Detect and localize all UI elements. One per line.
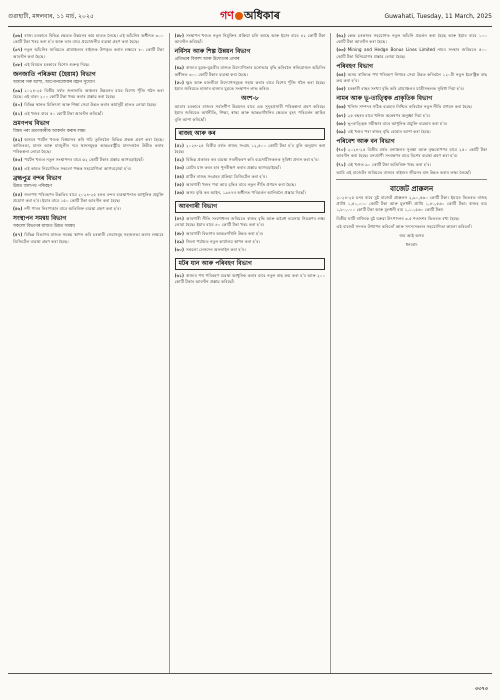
paragraph-number: (৩৯) xyxy=(13,88,23,94)
paragraph-text: ২৫ বছৰৰ বাবে খনিজ অন্বেষণৰ অনুজ্ঞা দিয়া হ’ব। xyxy=(347,112,431,118)
paragraph-number: (৫৬) xyxy=(174,190,184,196)
paragraph-text: আবগাৰী খণ্ডৰ পৰা আয় বৃদ্ধিৰ বাবে নতুন নীতি প্ৰণয়ন কৰা হৈছে। xyxy=(185,181,296,187)
paragraph-text: নদী পাৰৰ নিৰাপত্তাৰ বাবে অতিৰিক্ত ব্যৱস্থা গ্ৰহণ কৰা হ’ব। xyxy=(24,206,122,212)
paragraph-number: (৪৮) xyxy=(174,33,184,38)
paragraph xyxy=(175,182,326,188)
paragraph-text: ২০২৪-২৫ বিত্তীয় বৰ্ষত ৰাজহ সংগ্ৰহ ১২,৫০০ কোটি টকা হ’ব বুলি অনুমান কৰা হৈছে। xyxy=(174,142,326,155)
paragraph-text: ৰাজ্য চৰকাৰে বিভিন্ন ক্ষেত্ৰত উন্নয়নৰ কাম হাতত লৈছে। এই আঁচনিৰ অধীনত ৩০০ কোটি টকা খৰচ কৰা হ’ব আৰু তাৰ বাবে প্ৰয়োজনীয় ব্যৱস্থা গ্ৰহণ কৰা হৈছে। xyxy=(13,33,164,45)
paragraph-text: Mining and Hedge Bonus Lines Limited নামৰ সংস্থাৰ জৰিয়তে ৫০০ কোটি টকা বিনিয়োগৰ প্ৰস্তাৱ লোৱা হৈছে। xyxy=(336,47,488,59)
paragraph-text: পৰ্যটন খণ্ডত নতুন সংস্থাপনৰ বাবে ৬২ কোটি টকাৰ প্ৰস্তাৱ আগবঢ়াইছোঁ। xyxy=(24,157,144,163)
logo-part1: গণ xyxy=(220,8,234,22)
column-2 xyxy=(169,33,331,673)
section-subheading: প্ৰতিভাৰ বিকাশ আৰু উদ্যোগৰ প্ৰসাৰ xyxy=(174,57,240,63)
paragraph xyxy=(13,88,164,100)
paragraph-text: মাটিৰ ৰাজহ সংগ্ৰহৰ প্ৰক্ৰিয়া ডিজিটেল কৰা হ’ব। xyxy=(185,173,267,179)
paragraph-number: (৪৩) xyxy=(13,157,23,163)
paragraph-text: এই খণ্ডত ৯০ কোটি টকা অতিৰিক্ত খৰচ কৰা হ’ব। xyxy=(347,161,432,167)
paragraph-text: খনিজ সম্পদৰ সঠিক ব্যৱহাৰ নিশ্চিত কৰিবলৈ নতুন নীতি প্ৰণয়ন কৰা হৈছে। xyxy=(347,104,473,110)
paragraph-text: আমি এই বাজেটৰ জৰিয়তে ৰাজ্যৰ ৰাইজৰ জীৱনৰ মান উন্নত কৰাৰ লক্ষ্য লৈছোঁ। xyxy=(336,169,472,175)
section-heading: ব্ৰহ্মপুত্ৰ বন্দৰ বিভাগ xyxy=(13,174,62,182)
paragraph-text: মোটৰ যান কৰৰ হাৰ পুনৰীক্ষণ কৰাৰ প্ৰস্তাৱ আগবঢ়াইছোঁ। xyxy=(185,165,281,171)
closing-line: জয় আই অসম xyxy=(399,233,425,239)
paragraph xyxy=(175,174,326,180)
paragraph xyxy=(336,86,487,92)
paragraph xyxy=(336,47,487,59)
section-divider xyxy=(336,179,487,180)
paragraph-number: (৬৮) xyxy=(336,120,346,126)
paragraph-number: (৫৩) xyxy=(174,165,184,171)
paragraph xyxy=(175,33,326,45)
paragraph xyxy=(175,80,326,92)
paragraph xyxy=(336,224,487,230)
section-subheading: আমাৰ সৰু আশা, আপোনালোকৰ মহান সুযোগ xyxy=(13,80,95,86)
paragraph-number: (৪৭) xyxy=(13,232,23,238)
paragraph-text: ভূ-তাত্ত্বিক সমীক্ষাৰ বাবে আধুনিক প্ৰযুক্তি ব্যৱহাৰ কৰা হ’ব। xyxy=(347,120,448,126)
paragraph xyxy=(175,165,326,171)
paragraph xyxy=(336,147,487,159)
paragraph-text: ক্ষুদ্ৰ আৰু মজলীয়া উদ্যোগসমূহক সহায় কৰাৰ বাবে বিশেষ পুঁজি গঠন কৰা হৈছে। ইয়াৰ জৰিয়তে হাজাৰ হাজাৰ যুৱকে সংস্থাপন লাভ কৰিব। xyxy=(174,79,326,92)
section-heading: ৰাজহ আৰু কৰ xyxy=(175,128,326,140)
article-columns xyxy=(8,33,492,673)
logo-dot-icon xyxy=(235,12,243,20)
paragraph xyxy=(175,157,326,163)
paragraph xyxy=(336,195,487,214)
paragraph-text: ৰাজ্যৰ যুৱক-যুৱতীৰ মাজত উদ্যোগিতাৰ মনোভাৱ বৃদ্ধি কৰিবলৈ স্বনিয়োজন আঁচনিৰ অধীনত ৩০০ কোটি টকাৰ ব্যৱস্থা কৰা হৈছে। xyxy=(174,65,326,77)
paragraph-text: আবগাৰী নীতি সংশোধনৰ জৰিয়তে ৰাজহ বৃদ্ধি আৰু অবৈধ ব্যৱসায় নিয়ন্ত্ৰণৰ লক্ষ্য লোৱা হৈছে। ইয়াৰ বাবে ৪০ কোটি টকা খৰচ কৰা হ’ব। xyxy=(174,216,326,228)
paragraph xyxy=(13,206,164,212)
paragraph-text: আবগাৰী বিভাগৰ আন্তঃগাঁথনি উন্নত কৰা হ’ব। xyxy=(185,230,264,236)
paragraph xyxy=(336,33,487,45)
section-heading: নৰ্বিসম আৰু শিল্প উন্নয়ন বিভাগ xyxy=(174,48,251,56)
paragraph xyxy=(336,72,487,84)
section-heading: মটৰ যান আৰু পৰিবহণ বিভাগ xyxy=(175,258,326,270)
paragraph-number: (৫৮) xyxy=(174,230,184,236)
paragraph-text: এই খণ্ডৰ পৰা ৰাজহ বৃদ্ধি হোৱাৰ আশা কৰা হৈছে। xyxy=(347,129,431,135)
section-heading: আবগাৰী বিভাগ xyxy=(175,201,326,213)
paragraph-number: (৬২) xyxy=(336,33,346,38)
paragraph-text: ২০২৪-২৫ বিত্তীয় বৰ্ষত জনজাতি অঞ্চলৰ উন্নয়নৰ বাবে বিশেষ পুঁজি গঠন কৰা হৈছে। এই বাবদ ২০০ কোটি টকা খৰচ কৰাৰ প্ৰস্তাৱ কৰা হৈছে। xyxy=(13,88,164,100)
paragraph-number: (৭০) xyxy=(336,147,346,153)
paragraph xyxy=(336,162,487,168)
paragraph-text: চৰকাৰী বাছৰ সংখ্যা বৃদ্ধি কৰি গ্ৰামাঞ্চলৰ যাত্ৰীসকলক সুবিধা দিয়া হ’ব। xyxy=(347,86,465,92)
paragraph-number: (৬৪) xyxy=(336,71,346,77)
paragraph xyxy=(13,137,164,156)
paragraph-text: বিভিন্ন বিভাগৰ মাজত সমন্বয় স্থাপন কৰি চৰকাৰী সেৱাসমূহ সহজলভ্য কৰাৰ লক্ষ্যৰে ডিজিটেল ব্যৱস্থা গ্ৰহণ কৰা হৈছে। xyxy=(13,232,164,244)
paragraph xyxy=(336,121,487,127)
closing-line: ধন্যবাদ xyxy=(405,242,418,248)
paragraph-number: (৭১) xyxy=(336,161,346,167)
paragraph-number: (৬০) xyxy=(174,247,184,253)
section-subheading: উন্নত জলপথ পৰিবহণ xyxy=(13,183,53,189)
paragraph-number: (৬৩) xyxy=(336,47,346,53)
paragraph-number: (৬৯) xyxy=(336,129,346,135)
paragraph-number: (৫৯) xyxy=(174,238,184,244)
section-subheading: বিশ্বৰ পৰা ভ্ৰমণকাৰীক আকৰ্ষণ কৰাৰ লক্ষ্য xyxy=(13,128,86,134)
paragraph-number: (৬৬) xyxy=(336,104,346,110)
masthead xyxy=(8,6,492,27)
section-heading: পৰিবেশ আৰু বন বিভাগ xyxy=(336,138,395,146)
paragraph xyxy=(13,111,164,117)
paragraph-text: এই খণ্ডৰ বাবে ৫০ কোটি টকা আবণ্টন কৰিছোঁ। xyxy=(24,110,103,116)
paragraph-text: বিভিন্ন প্ৰকাৰৰ কৰ ব্যৱস্থা সৰলীকৰণ কৰি ব্যৱসায়ীসকলক সুবিধা প্ৰদান কৰা হ’ব। xyxy=(185,157,319,163)
paragraph xyxy=(175,247,326,253)
paragraph-number: (৩৬) xyxy=(13,33,23,38)
paragraph xyxy=(175,104,326,123)
paragraph xyxy=(336,113,487,119)
paragraph xyxy=(175,273,326,285)
column-1 xyxy=(8,33,169,673)
paragraph xyxy=(336,170,487,176)
masthead-date-left: গুৱাহাটী, মঙ্গলবাৰ, ১১ মাৰ্চ, ২০২৫ xyxy=(8,12,94,20)
paragraph-number: (৫৫) xyxy=(174,181,184,187)
paragraph-number: (৫০) xyxy=(174,79,184,85)
paragraph xyxy=(336,104,487,110)
paragraph-text: এই বাজেট সদনত উত্থাপন কৰিলোঁ আৰু সদস্যসকলৰ সহযোগিতা কামনা কৰিলোঁ। xyxy=(336,223,472,229)
paragraph-text: জিলা পৰ্যায়ত নতুন কাৰ্যালয় স্থাপন কৰা হ’ব। xyxy=(185,238,260,244)
paragraph-number: (৬৭) xyxy=(336,112,346,118)
paragraph xyxy=(175,216,326,228)
section-heading: বাজেট প্ৰাক্কলন xyxy=(390,185,434,194)
section-heading: ভ্ৰমণপথ বিভাগ xyxy=(13,119,50,127)
paragraph-number: (৪৬) xyxy=(13,206,23,212)
paragraph-number: (৩৭) xyxy=(13,47,23,53)
section-subheading: সকলো বিভাগৰ মাজত উন্নত সমন্বয় xyxy=(13,224,75,230)
paragraph-text: কেন্দ্ৰ চৰকাৰৰ সহযোগত নতুন আঁচনি প্ৰৱৰ্তন কৰা হৈছে আৰু ইয়াৰ বাবে ১০০ কোটি টকা আবণ্টন কৰা হৈছে। xyxy=(336,33,488,45)
paragraph-number: (৪২) xyxy=(13,136,23,142)
paragraph xyxy=(175,190,326,196)
paragraph-number: (৬১) xyxy=(174,273,184,279)
paragraph-text: অসম বৃত্তি কৰ আইন, ১৯৪৭ৰ অধীনত পৰিৱৰ্তন আনিবলৈ প্ৰস্তাৱ দিছোঁ। xyxy=(185,190,306,196)
paragraph-text: ৰাজ্যৰ পথ পৰিবহণ ব্যৱস্থা আধুনিক কৰাৰ বাবে নতুন বাছ ক্ৰয় কৰা হ’ব আৰু ২০০ কোটি টকাৰ আবণ্টন প্ৰস্তাৱ কৰিছোঁ। xyxy=(174,273,326,285)
paragraph xyxy=(13,47,164,59)
paragraph-number: (৪৯) xyxy=(174,65,184,71)
section-heading: সংস্থাপন সমন্বয় বিভাগ xyxy=(13,215,67,223)
section-heading: নামৰ আৰু ভূ-তাত্ত্বিক প্ৰাকৃতিক বিভাগ xyxy=(336,95,433,103)
paragraph-text: বিভিন্ন স্থানত চিকিৎসা আৰু শিক্ষা সেৱা উন্নত কৰাৰ কাৰ্যসূচী হাতত লোৱা হৈছে। xyxy=(24,102,157,108)
paragraph xyxy=(336,216,487,222)
paragraph-text: সকলো লেনদেন অনলাইন কৰা হ’ব। xyxy=(185,247,246,253)
paragraph-number: (৪৫) xyxy=(13,191,23,197)
paragraph xyxy=(13,102,164,108)
page-number: ৩৩৭৩ xyxy=(474,686,488,692)
masthead-date-right: Guwahati, Tuesday, 11 March, 2025 xyxy=(384,12,492,20)
paragraph-number: (৪১) xyxy=(13,110,23,116)
paragraph xyxy=(175,65,326,77)
paragraph-text: এই কামত নিয়োজিত সকলো পক্ষক সহযোগিতা আগবঢ়োৱা হ’ব। xyxy=(24,165,132,171)
section-heading: জনজাতি পৰিক্ৰমা (হৈয়াম) বিভাগ xyxy=(13,71,96,79)
paragraph-number: (৩৮) xyxy=(13,61,23,67)
paragraph xyxy=(13,232,164,244)
paragraph xyxy=(175,143,326,155)
paragraph-number: (৫১) xyxy=(174,142,184,148)
paragraph xyxy=(175,231,326,237)
paragraph-number: (৪৪) xyxy=(13,165,23,171)
paragraph-text: সংস্থাপন খণ্ডত নতুন নিযুক্তিৰ প্ৰক্ৰিয়া চলি আছে আৰু ইয়াৰ বাবে ৪২ কোটি টকা আবণ্টন কৰিছোঁ। xyxy=(174,33,326,45)
column-3 xyxy=(330,33,492,673)
paragraph xyxy=(13,62,164,68)
paragraph-number: (৫৭) xyxy=(174,216,184,222)
paragraph-text: নতুন আঁচনিৰ জৰিয়তে গ্ৰামাঞ্চলৰ ৰাইজক উপকৃত কৰাৰ লক্ষ্যৰে ৮০ কোটি টকা আবণ্টন কৰা হৈছে। xyxy=(13,47,164,59)
paragraph xyxy=(13,157,164,163)
paragraph-number: (৬৫) xyxy=(336,86,346,92)
newspaper-logo xyxy=(220,7,280,26)
paragraph-text: আমাৰ চৰকাৰে ৰাজ্যৰ সৰ্বাংগীণ উন্নয়নৰ বাবে এক সুদূৰপ্ৰসাৰী পৰিকল্পনা গ্ৰহণ কৰিছে। ইয়াৰ জৰিয়তে অৰ্থনীতি, শিক্ষা, স্বাস্থ্য আৰু আন্তঃগাঁথনিৰ ক্ষেত্ৰত বৃহৎ পৰিৱৰ্তন আহিব বুলি আশা কৰিছোঁ। xyxy=(174,104,326,122)
page-footer xyxy=(8,673,492,700)
paragraph xyxy=(336,129,487,135)
section-heading: পৰিবহণ বিভাগ xyxy=(336,62,373,70)
paragraph-text: অসমৰ পৰ্যটন খণ্ডক বিশ্বমানৰ কৰি গঢ়ি তুলিবলৈ বিভিন্ন প্ৰকল্প গ্ৰহণ কৰা হৈছে। কাজিৰঙা, মানস আৰু মাজুলীৰ দৰে স্থানসমূহক আন্তঃৰাষ্ট্ৰীয় মানদণ্ডলৈ উন্নীত কৰাৰ পৰিকল্পনা লোৱা হৈছে। xyxy=(13,136,164,155)
paragraph-number: (৫৪) xyxy=(174,173,184,179)
paragraph xyxy=(175,239,326,245)
section-heading: অংশ-৮ xyxy=(241,95,259,103)
paragraph-text: ২০২৪-২৫ চনৰ বাবে মুঠ বাজেট প্ৰাক্কলন ২,৯০,৫৬০ কোটি টকা। ইয়াৰে ভিতৰত ৰাজহ প্ৰাপ্তি ১,৫০,০০০ কোটি টকা আৰু মূলধনী প্ৰাপ্তি ১,৪০,৫৬০ কোটি টকা। ৰাজহ ব্যয় ১,৮০,০০০ কোটি টকা আৰু মূলধনী ব্যয় ১,১০,৫৬০ কোটি টকা। xyxy=(336,195,488,213)
paragraph-number: (৫২) xyxy=(174,157,184,163)
paragraph-text: জলপথ পৰিবহণৰ উন্নতিৰ বাবে ২০২৪-২৫ চনত বন্দৰ ব্যৱস্থাপনাত আধুনিক প্ৰযুক্তি প্ৰয়োগ কৰা হ’ব। ইয়াৰ বাবে ১৫০ কোটি টকা আবণ্টন কৰা হৈছে। xyxy=(13,191,164,204)
logo-part2: অধিকাৰ xyxy=(243,8,280,22)
paragraph-number: (৪০) xyxy=(13,102,23,108)
paragraph xyxy=(13,166,164,172)
paragraph-text: ২০২৪-২৫ বিত্তীয় বৰ্ষত বনাঞ্চলৰ সুৰক্ষা আৰু বৃক্ষৰোপণৰ বাবে ২৫০ কোটি টকা আবণ্টন কৰা হৈছে। বন্যপ্ৰাণী সংৰক্ষণৰ বাবে বিশেষ ব্যৱস্থা গ্ৰহণ কৰা হ’ব। xyxy=(336,147,488,159)
paragraph-text: এই বিষয়ত চৰকাৰে বিশেষ গুৰুত্ব দিছে। xyxy=(24,61,90,67)
paragraph xyxy=(13,33,164,45)
paragraph-text: বিত্তীয় ঘাটি ৰাজ্যিক মুঠ ঘৰুৱা উৎপাদনৰ ৩.৫ শতাংশৰ ভিতৰত ৰখা হৈছে। xyxy=(336,215,460,221)
paragraph xyxy=(13,192,164,204)
paragraph-text: অসম ৰাজ্যিক পথ পৰিবহণ নিগমৰ সেৱা উন্নত কৰিবলৈ ১২০টা নতুন ইলেক্ট্ৰিক বাছ ক্ৰয় কৰা হ’ব। xyxy=(336,71,488,84)
